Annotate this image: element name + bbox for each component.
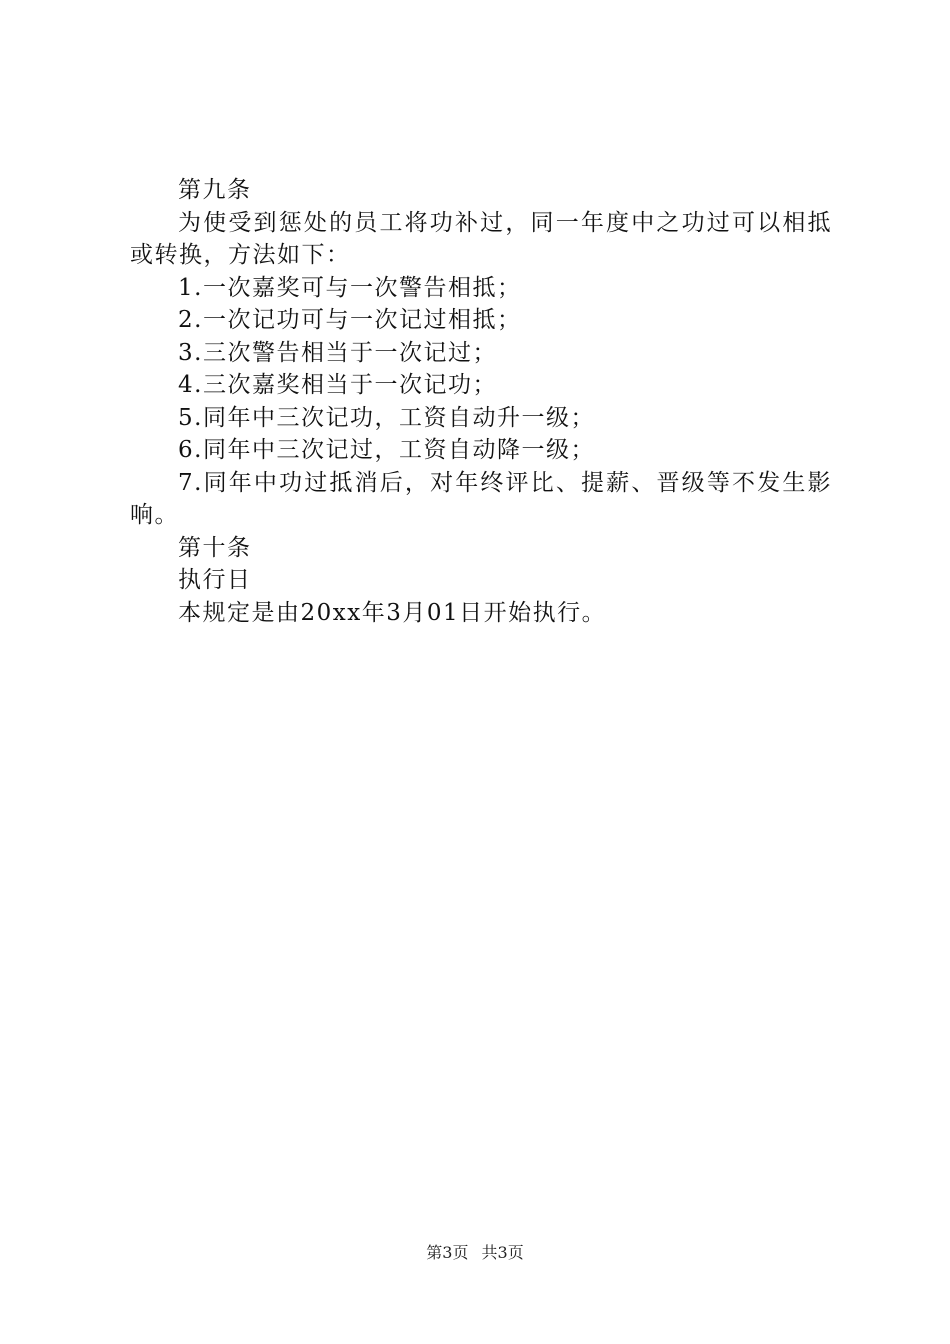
page-number: 第3页 <box>426 1243 469 1262</box>
article-heading: 第十条 <box>178 534 252 561</box>
list-item: 7.同年中功过抵消后，对年终评比、提薪、晋级等不发生影响。 <box>130 469 832 528</box>
list-item: 2.一次记功可与一次记过相抵； <box>178 307 522 333</box>
list-item: 4.三次嘉奖相当于一次记功； <box>178 372 497 398</box>
list-item: 6.同年中三次记过，工资自动降一级； <box>178 437 595 463</box>
page-footer <box>0 1240 950 1263</box>
list-item: 3.三次警告相当于一次记过； <box>178 339 497 366</box>
list-item: 1.一次嘉奖可与一次警告相抵； <box>178 274 522 301</box>
list-item: 5.同年中三次记功，工资自动升一级； <box>178 404 595 431</box>
document-body <box>130 174 832 629</box>
section-heading: 执行日 <box>178 567 252 593</box>
body-paragraph: 为使受到惩处的员工将功补过，同一年度中之功过可以相抵或转换，方法如下： <box>130 209 832 268</box>
article-heading: 第九条 <box>178 177 252 203</box>
body-paragraph: 本规定是由20xx年3月01日开始执行。 <box>178 599 607 626</box>
page-total: 共3页 <box>481 1243 524 1262</box>
